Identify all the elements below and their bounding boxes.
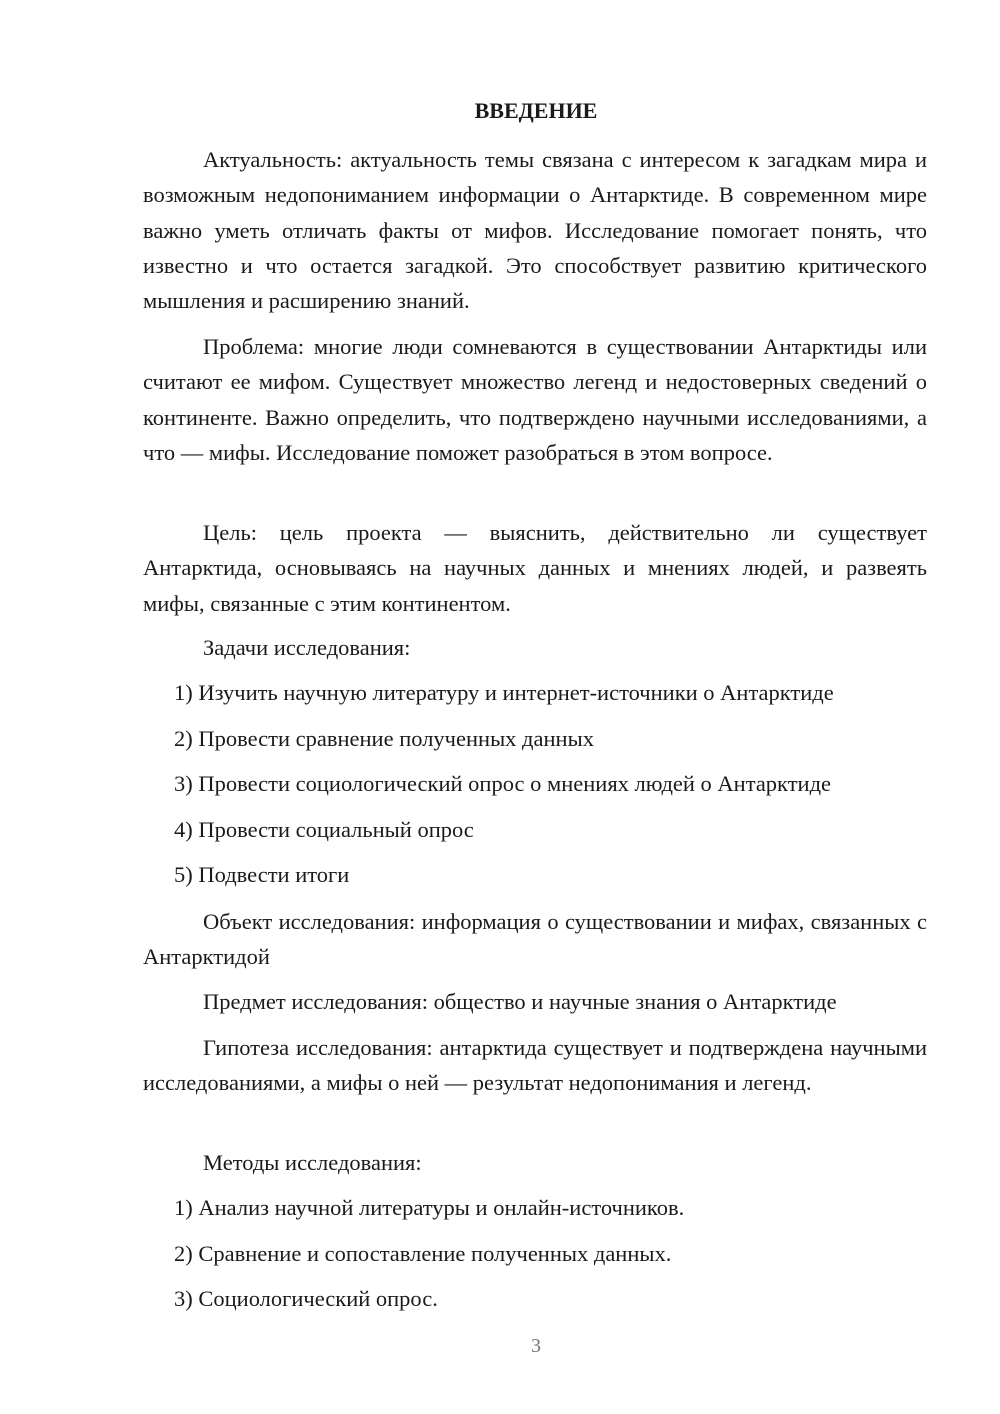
task-item: 5) Подвести итоги xyxy=(174,862,350,887)
page-title: ВВЕДЕНИЕ xyxy=(474,98,598,123)
object-paragraph: Объект исследования: информация о существовании и мифах, связанных с Антарктидой xyxy=(143,909,927,970)
relevance-paragraph: Актуальность: актуальность темы связана с интересом к загадкам мира и возможным недопониманием информации о Антарктиде. В современном мире важно уметь отличать факты от мифов. Исследование помогает понять, что известно и что остается загадкой. Это способствует развитию критического мышления и расширению знаний. xyxy=(143,147,927,314)
task-item: 4) Провести социальный опрос xyxy=(174,817,474,842)
page-number: 3 xyxy=(531,1335,541,1357)
task-item: 2) Провести сравнение полученных данных xyxy=(174,726,594,751)
goal-paragraph: Цель: цель проекта — выяснить, действительно ли существует Антарктида, основываясь на научных данных и мнениях людей, и развеять мифы, связанные с этим континентом. xyxy=(143,520,927,616)
method-item: 2) Сравнение и сопоставление полученных данных. xyxy=(174,1241,672,1266)
methods-heading: Методы исследования: xyxy=(203,1150,422,1175)
method-item: 3) Социологический опрос. xyxy=(174,1286,438,1311)
method-item: 1) Анализ научной литературы и онлайн-источников. xyxy=(174,1195,685,1220)
problem-paragraph: Проблема: многие люди сомневаются в существовании Антарктиды или считают ее мифом. Существует множество легенд и недостоверных сведений о континенте. Важно определить, что подтверждено научными исследованиями, а что — мифы. Исследование поможет разобраться в этом вопросе. xyxy=(143,334,927,465)
task-item: 1) Изучить научную литературу и интернет-источники о Антарктиде xyxy=(174,680,834,705)
tasks-heading: Задачи исследования: xyxy=(203,635,411,660)
subject-paragraph: Предмет исследования: общество и научные знания о Антарктиде xyxy=(203,989,837,1014)
hypothesis-paragraph: Гипотеза исследования: антарктида существует и подтверждена научными исследованиями, а мифы о ней — результат недопонимания и легенд. xyxy=(143,1035,927,1096)
task-item: 3) Провести социологический опрос о мнениях людей о Антарктиде xyxy=(174,771,832,796)
